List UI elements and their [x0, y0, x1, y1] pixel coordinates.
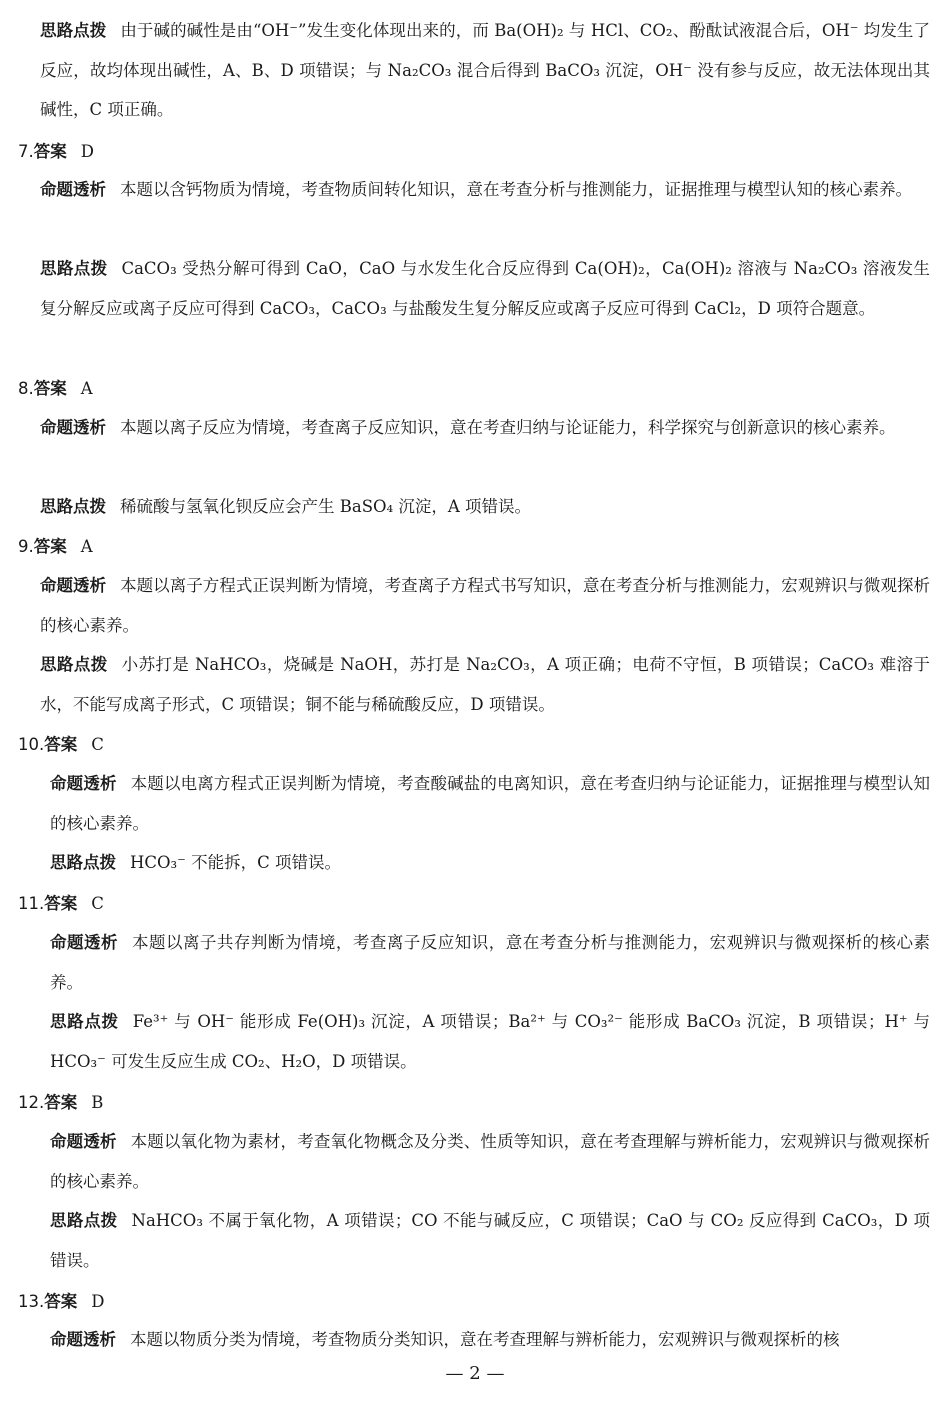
intent-label: 命题透析 [50, 1330, 116, 1349]
answer-label: 答案 [44, 894, 78, 913]
answer-label: 答案 [44, 1093, 78, 1112]
answer-value: C [91, 735, 104, 754]
intent-label: 命题透析 [50, 933, 118, 952]
hint-label: 思路点拨 [40, 497, 106, 516]
hint-paragraph [40, 249, 930, 328]
intent-label: 命题透析 [40, 180, 106, 199]
hint-paragraph [50, 1002, 930, 1081]
intent-paragraph [40, 566, 930, 645]
intent-paragraph [40, 170, 930, 210]
intent-text: 本题以离子方程式正误判断为情境，考查离子方程式书写知识，意在考查分析与推测能力，宏观辨识与微观探析的核心素养。 [40, 576, 931, 635]
intent-label: 命题透析 [50, 1132, 117, 1151]
intent-paragraph [40, 408, 930, 448]
hint-text: 稀硫酸与氢氧化钡反应会产生 BaSO₄ 沉淀，A 项错误。 [120, 497, 532, 516]
hint-text: NaHCO₃ 不属于氧化物，A 项错误；CO 不能与碱反应，C 项错误；CaO 与 CO₂ 反应得到 CaCO₃，D 项错误。 [50, 1211, 930, 1270]
hint-label: 思路点拨 [50, 1012, 119, 1031]
answer-label: 答案 [44, 735, 78, 754]
hint-label: 思路点拨 [40, 21, 107, 40]
intent-text: 本题以离子反应为情境，考查离子反应知识，意在考查归纳与论证能力，科学探究与创新意识的核心素养。 [120, 418, 896, 437]
question-heading [18, 1093, 103, 1113]
intent-paragraph [50, 764, 930, 843]
intent-text: 本题以物质分类为情境，考查物质分类知识，意在考查理解与辨析能力，宏观辨识与微观探析的核 [130, 1330, 840, 1349]
intent-paragraph [50, 923, 930, 1002]
answer-label: 答案 [33, 142, 67, 161]
intro-hint [40, 11, 930, 130]
intent-label: 命题透析 [40, 418, 106, 437]
question-heading [18, 735, 104, 755]
answer-label: 答案 [33, 537, 67, 556]
intent-label: 命题透析 [50, 774, 117, 793]
intent-paragraph [50, 1320, 930, 1360]
hint-label: 思路点拨 [50, 853, 116, 872]
intent-text: 本题以离子共存判断为情境，考查离子反应知识，意在考查分析与推测能力，宏观辨识与微观探析的核心素养。 [50, 933, 931, 992]
hint-text: 小苏打是 NaHCO₃，烧碱是 NaOH，苏打是 Na₂CO₃，A 项正确；电荷不守恒，B 项错误；CaCO₃ 难溶于水，不能写成离子形式，C 项错误；铜不能与稀硫酸反应，D 项错误。 [40, 655, 931, 714]
question-number: 10. [18, 735, 45, 754]
hint-label: 思路点拨 [40, 259, 108, 278]
question-heading [18, 894, 104, 914]
intent-text: 本题以电离方程式正误判断为情境，考查酸碱盐的电离知识，意在考查归纳与论证能力，证据推理与模型认知的核心素养。 [50, 774, 931, 833]
hint-label: 思路点拨 [40, 655, 108, 674]
intent-label: 命题透析 [40, 576, 107, 595]
question-heading [18, 142, 94, 162]
answer-value: A [80, 379, 93, 398]
intent-text: 本题以含钙物质为情境，考查物质间转化知识，意在考查分析与推测能力，证据推理与模型认知的核心素养。 [120, 180, 912, 199]
question-heading [18, 537, 93, 557]
question-number: 12. [18, 1093, 45, 1112]
question-number: 9. [18, 537, 34, 556]
answer-value: B [91, 1093, 104, 1112]
hint-text: 由于碱的碱性是由“OH⁻”发生变化体现出来的，而 Ba(OH)₂ 与 HCl、CO₂、酚酞试液混合后，OH⁻ 均发生了反应，故均体现出碱性，A、B、D 项错误；与 Na₂CO₃ 混合后得到 BaCO₃ 沉淀，OH⁻ 没有参与反应，故无法体现出其碱性，C 项正确。 [40, 21, 931, 119]
answer-value: C [91, 894, 104, 913]
question-heading [18, 1292, 104, 1312]
hint-label: 思路点拨 [50, 1211, 118, 1230]
answer-label: 答案 [44, 1292, 78, 1311]
question-number: 13. [18, 1292, 45, 1311]
hint-paragraph [50, 1201, 930, 1280]
hint-paragraph [50, 843, 930, 883]
answer-value: D [80, 142, 94, 161]
hint-paragraph [40, 487, 930, 527]
hint-text: Fe³⁺ 与 OH⁻ 能形成 Fe(OH)₃ 沉淀，A 项错误；Ba²⁺ 与 CO₃²⁻ 能形成 BaCO₃ 沉淀，B 项错误；H⁺ 与 HCO₃⁻ 可发生反应生成 CO₂、H₂O，D 项错误。 [50, 1012, 931, 1071]
hint-paragraph [40, 645, 930, 724]
hint-text: HCO₃⁻ 不能拆，C 项错误。 [130, 853, 341, 872]
answer-value: A [80, 537, 93, 556]
answer-label: 答案 [33, 379, 67, 398]
question-number: 8. [18, 379, 34, 398]
intent-text: 本题以氧化物为素材，考查氧化物概念及分类、性质等知识，意在考查理解与辨析能力，宏观辨识与微观探析的核心素养。 [50, 1132, 931, 1191]
page-number: — 2 — [445, 1363, 505, 1384]
answer-value: D [91, 1292, 105, 1311]
hint-text: CaCO₃ 受热分解可得到 CaO，CaO 与水发生化合反应得到 Ca(OH)₂，Ca(OH)₂ 溶液与 Na₂CO₃ 溶液发生复分解反应或离子反应可得到 CaCO₃，CaCO₃ 与盐酸发生复分解反应或离子反应可得到 CaCl₂，D 项符合题意。 [40, 259, 931, 318]
question-heading [18, 379, 93, 399]
question-number: 7. [18, 142, 34, 161]
question-number: 11. [18, 894, 45, 913]
intent-paragraph [50, 1122, 930, 1201]
